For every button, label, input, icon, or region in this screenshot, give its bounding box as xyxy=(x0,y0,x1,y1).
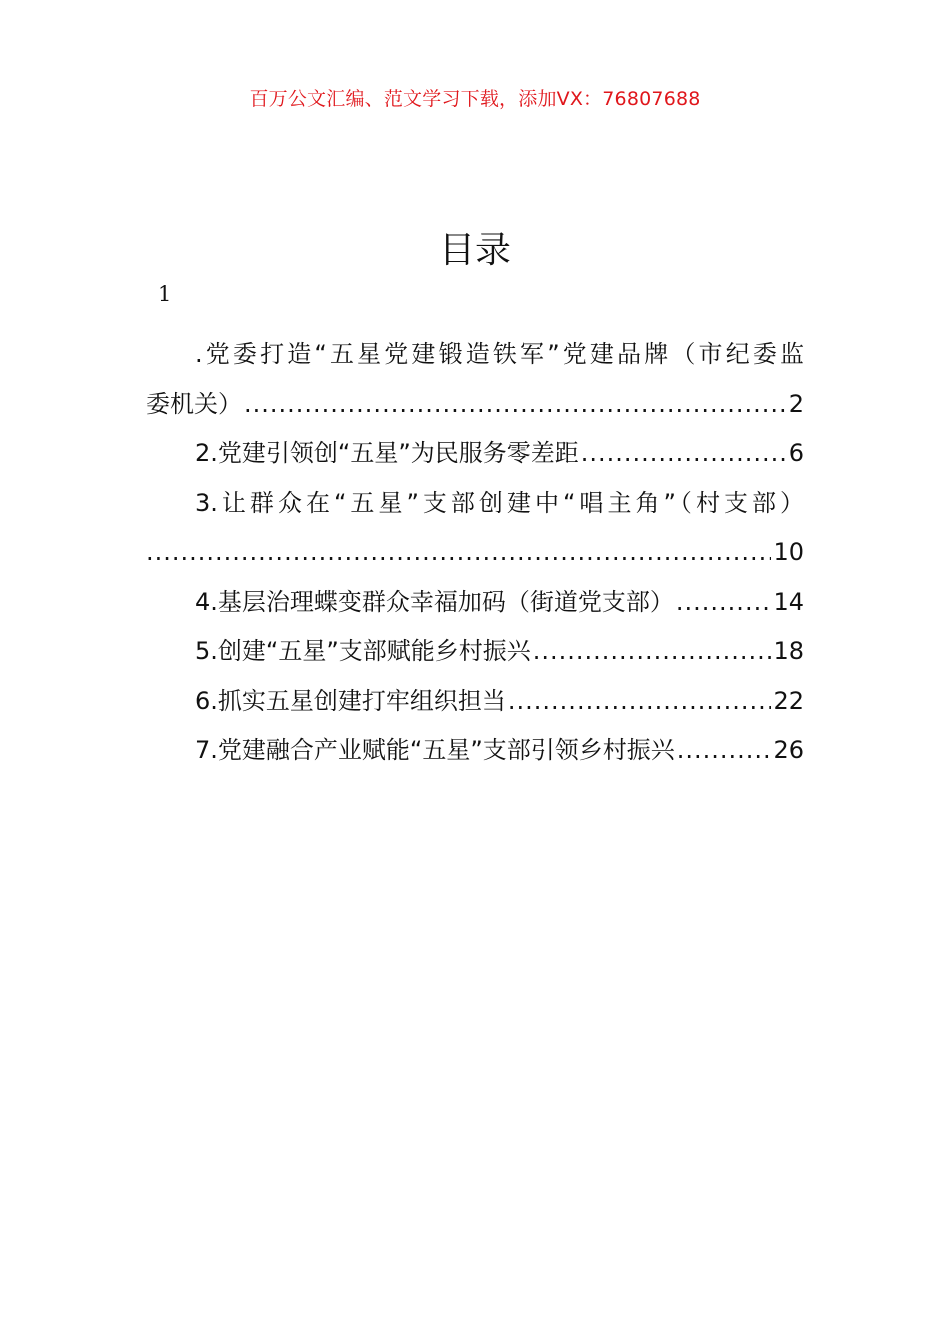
toc-entry-2[interactable] xyxy=(146,429,804,479)
table-of-contents xyxy=(146,330,804,776)
toc-entry-page: 22 xyxy=(773,686,804,715)
toc-entry-3-line-1[interactable] xyxy=(146,479,804,529)
toc-entry-title: 2.党建引领创“五星”为民服务零差距 xyxy=(195,439,579,467)
toc-entry-page: 6 xyxy=(788,439,804,467)
toc-entry-1-line-1[interactable] xyxy=(146,330,804,380)
toc-entry-title: 委机关） xyxy=(146,389,242,418)
toc-entry-page: 10 xyxy=(773,538,804,566)
toc-entry-6[interactable] xyxy=(146,677,804,727)
toc-entry-5[interactable] xyxy=(146,627,804,677)
toc-leader-dots xyxy=(676,578,772,628)
toc-entry-4[interactable] xyxy=(146,578,804,628)
toc-leader-dots xyxy=(146,528,771,578)
toc-entry-title: 7.党建融合产业赋能“五星”支部引领乡村振兴 xyxy=(195,736,675,764)
toc-leader-dots xyxy=(533,627,772,677)
page-number-label: 1 xyxy=(158,282,172,306)
toc-entry-title: .党委打造“五星党建锻造铁军”党建品牌（市纪委监 xyxy=(195,340,804,368)
toc-entry-3-line-2[interactable] xyxy=(146,528,804,578)
page-title: 目录 xyxy=(438,230,511,271)
toc-entry-page: 2 xyxy=(788,389,804,418)
toc-leader-dots xyxy=(508,677,772,727)
header-notice: 百万公文汇编、范文学习下载，添加VX：76807688 xyxy=(249,88,701,110)
toc-entry-page: 26 xyxy=(773,736,804,764)
toc-entry-title: 3.让群众在“五星”支部创建中“唱主角”（村支部） xyxy=(195,488,804,517)
toc-leader-dots xyxy=(244,380,787,430)
toc-entry-title: 4.基层治理蝶变群众幸福加码（街道党支部） xyxy=(195,587,674,616)
toc-leader-dots xyxy=(581,429,787,479)
toc-leader-dots xyxy=(677,726,772,776)
toc-entry-page: 14 xyxy=(773,587,804,616)
toc-entry-title: 5.创建“五星”支部赋能乡村振兴 xyxy=(195,637,531,665)
toc-entry-1-line-2[interactable] xyxy=(146,380,804,430)
toc-entry-page: 18 xyxy=(773,637,804,665)
toc-entry-title: 6.抓实五星创建打牢组织担当 xyxy=(195,686,506,715)
toc-entry-7[interactable] xyxy=(146,726,804,776)
